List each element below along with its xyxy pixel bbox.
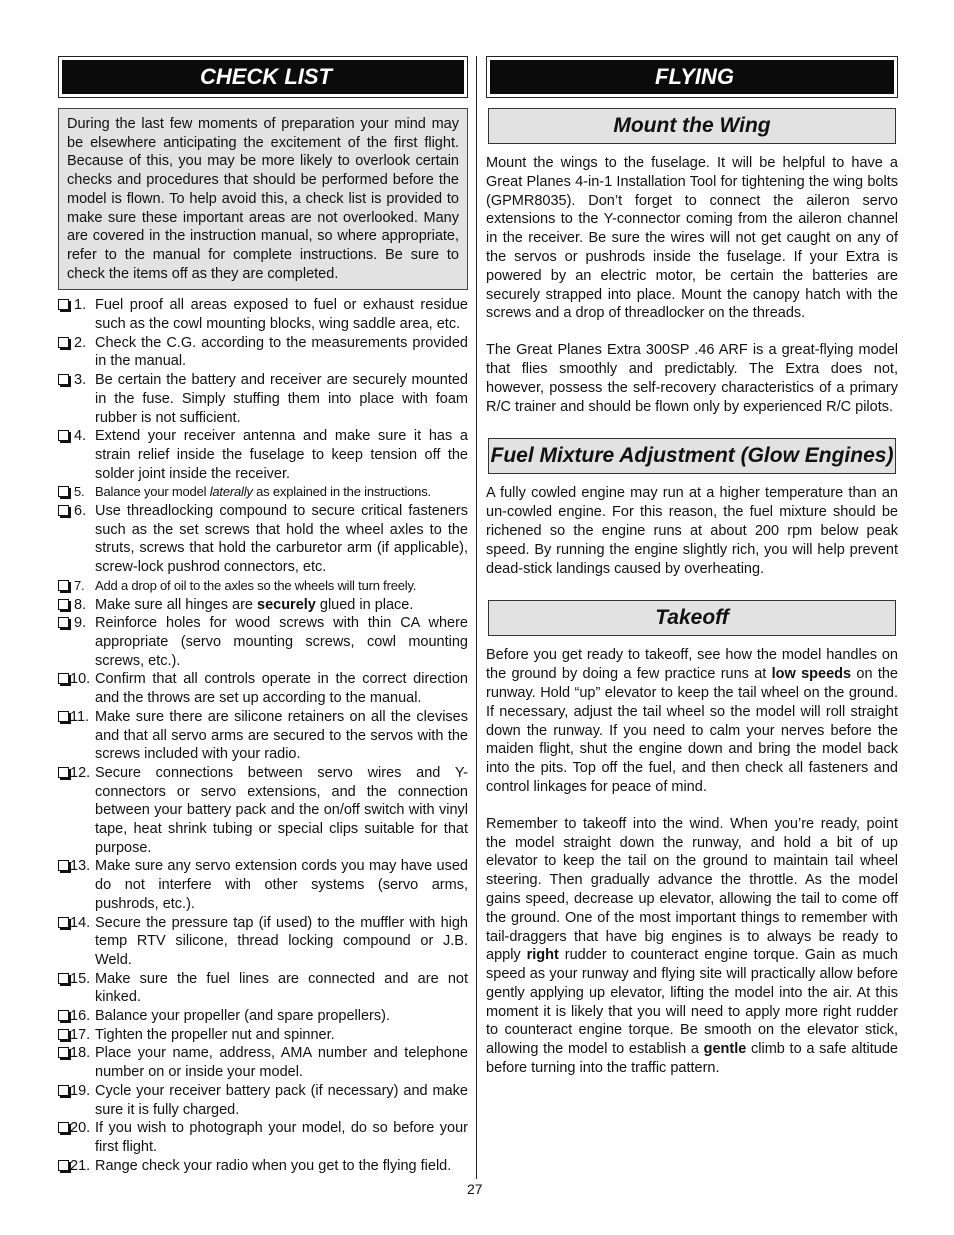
checklist-item: 21. Range check your radio when you get to the flying field. <box>58 1157 468 1176</box>
checklist-banner <box>58 56 468 98</box>
checkbox-icon[interactable] <box>58 1010 69 1021</box>
extra-flying-paragraph: The Great Planes Extra 300SP .46 ARF is a great-flying model that flies smoothly and predictably. The Extra does not, however, possess the self-recovery characteristics of a primary R/C trainer and should be flown only by experienced R/C pilots. <box>486 342 898 415</box>
checkbox-icon[interactable] <box>58 767 69 778</box>
checklist-item: 10. Confirm that all controls operate in the correct direction and the throws are set up according to the manual. <box>58 670 468 707</box>
checkbox-icon[interactable] <box>58 1047 69 1058</box>
checkbox-icon[interactable] <box>58 711 69 722</box>
takeoff-paragraph-1: Before you get ready to takeoff, see how the model handles on the ground by doing a few practice runs at low speeds on the runway. Hold “up” elevator to keep the tail wheel on the ground. If necessary, adjust the tail wheel so the model will roll straight down the runway. If you need to calm your nerves before the maiden flight, shut the engine down and bring the model back into the pits. Top off the fuel, and then check all fasteners and control linkages for peace of mind. <box>486 647 898 795</box>
checkbox-icon[interactable] <box>58 1029 69 1040</box>
takeoff-heading: Takeoff <box>488 600 896 636</box>
checklist-title: CHECK LIST <box>62 60 464 94</box>
checklist-item: 15. Make sure the fuel lines are connected and are not kinked. <box>58 970 468 1007</box>
checklist-item: 14. Secure the pressure tap (if used) to the muffler with high temp RTV silicone, thread locking compound or J.B. Weld. <box>58 914 468 970</box>
checkbox-icon[interactable] <box>58 299 69 310</box>
checklist-column <box>58 56 468 1175</box>
flying-title: FLYING <box>490 60 894 94</box>
flying-banner <box>486 56 898 98</box>
checkbox-icon[interactable] <box>58 1085 69 1096</box>
checkbox-icon[interactable] <box>58 1122 69 1133</box>
checklist-item: 20. If you wish to photograph your model, do so before your first flight. <box>58 1119 468 1156</box>
checklist-item: 7. Add a drop of oil to the axles so the wheels will turn freely. <box>58 577 468 596</box>
checkbox-icon[interactable] <box>58 505 69 516</box>
checkbox-icon[interactable] <box>58 860 69 871</box>
checklist-item: 11. Make sure there are silicone retainers on all the clevises and that all servo arms are secured to the servos with the screws included with your radio. <box>58 708 468 764</box>
checklist-item: 5. Balance your model laterally as explained in the instructions. <box>58 483 468 502</box>
mount-wing-paragraph: Mount the wings to the fuselage. It will be helpful to have a Great Planes 4-in-1 Installation Tool for tightening the wing bolts (GPMR8035). Don’t forget to connect the aileron servo extensions to the Y-connector coming from the aileron channel in the receiver. Be sure the wires will not get caught on any of the servos or pushrods inside the fuselage. If your Extra is powered by an electric motor, be certain the batteries are securely strapped into place. Mount the canopy hatch with the screws and a drop of threadlocker on the threads. <box>486 155 898 322</box>
checkbox-icon[interactable] <box>58 374 69 385</box>
checklist-item: 1. Fuel proof all areas exposed to fuel or exhaust residue such as the cowl mounting blocks, wing saddle area, etc. <box>58 296 468 333</box>
checklist-items <box>58 296 468 1175</box>
checkbox-icon[interactable] <box>58 1160 69 1171</box>
checkbox-icon[interactable] <box>58 486 69 497</box>
takeoff-paragraph-2: Remember to takeoff into the wind. When you’re ready, point the model straight down the runway, and hold a bit of up elevator to keep the tail on the ground to maintain tail wheel steering. Then gradually advance the throttle. As the model gains speed, decrease up elevator, allowing the tail to come off the ground. One of the most important things to remember with tail-draggers that have big engines is to always be ready to apply right rudder to counteract engine torque. Gain as much speed as your runway and flying site will practically allow before gently applying up elevator, lifting the model into the air. At this moment it is likely that you will need to apply more right rudder to counteract engine torque. Be smooth on the elevator stick, allowing the model to establish a gentle climb to a safe altitude before turning into the traffic pattern. <box>486 815 898 1077</box>
checklist-item: 4. Extend your receiver antenna and make sure it has a strain relief inside the fuselage to keep tension off the solder joint inside the receiver. <box>58 427 468 483</box>
checklist-item: 3. Be certain the battery and receiver are securely mounted in the fuse. Simply stuffing them into place with foam rubber is not sufficient. <box>58 371 468 427</box>
flying-column <box>486 56 898 1078</box>
checklist-item: 2. Check the C.G. according to the measurements provided in the manual. <box>58 334 468 371</box>
checkbox-icon[interactable] <box>58 973 69 984</box>
checkbox-icon[interactable] <box>58 917 69 928</box>
checklist-item: 9. Reinforce holes for wood screws with thin CA where appropriate (servo mounting screws, cowl mounting screws, etc.). <box>58 614 468 670</box>
mount-wing-heading: Mount the Wing <box>488 108 896 144</box>
checkbox-icon[interactable] <box>58 617 69 628</box>
checklist-item: 17. Tighten the propeller nut and spinner. <box>58 1026 468 1045</box>
checklist-item: 16. Balance your propeller (and spare propellers). <box>58 1007 468 1026</box>
checkbox-icon[interactable] <box>58 580 69 591</box>
checklist-item: 19. Cycle your receiver battery pack (if necessary) and make sure it is fully charged. <box>58 1082 468 1119</box>
page-number: 27 <box>467 1181 483 1197</box>
fuel-mixture-heading: Fuel Mixture Adjustment (Glow Engines) <box>488 438 896 474</box>
checkbox-icon[interactable] <box>58 599 69 610</box>
checklist-item: 18. Place your name, address, AMA number and telephone number on or inside your model. <box>58 1044 468 1081</box>
checkbox-icon[interactable] <box>58 337 69 348</box>
checkbox-icon[interactable] <box>58 673 69 684</box>
column-divider <box>476 56 477 1179</box>
fuel-mixture-paragraph: A fully cowled engine may run at a higher temperature than an un-cowled engine. For this reason, the fuel mixture should be richened so the engine runs at about 200 rpm below peak speed. By running the engine slightly rich, you will help prevent dead-stick landings caused by overheating. <box>486 485 898 577</box>
checklist-item: 8. Make sure all hinges are securely glued in place. <box>58 596 468 615</box>
checkbox-icon[interactable] <box>58 430 69 441</box>
checklist-item: 6. Use threadlocking compound to secure critical fasteners such as the set screws that hold the wheel axles to the struts, screws that hold the carburetor arm (if applicable), screw-lock pushrod connectors, etc. <box>58 502 468 577</box>
checklist-intro: During the last few moments of preparation your mind may be elsewhere anticipating the excitement of the first flight. Because of this, you may be more likely to overlook certain checks and procedures that should be performed before the model is flown. To help avoid this, a check list is provided to make sure these important areas are not overlooked. Many are covered in the instruction manual, so where appropriate, refer to the manual for complete instructions. Be sure to check the items off as they are completed. <box>58 108 468 290</box>
checklist-item: 13. Make sure any servo extension cords you may have used do not interfere with other systems (servo arms, pushrods, etc.). <box>58 857 468 913</box>
checklist-item: 12. Secure connections between servo wires and Y-connectors or servo extensions, and the connection between your battery pack and the on/off switch with vinyl tape, heat shrink tubing or special clips suitable for that purpose. <box>58 764 468 858</box>
